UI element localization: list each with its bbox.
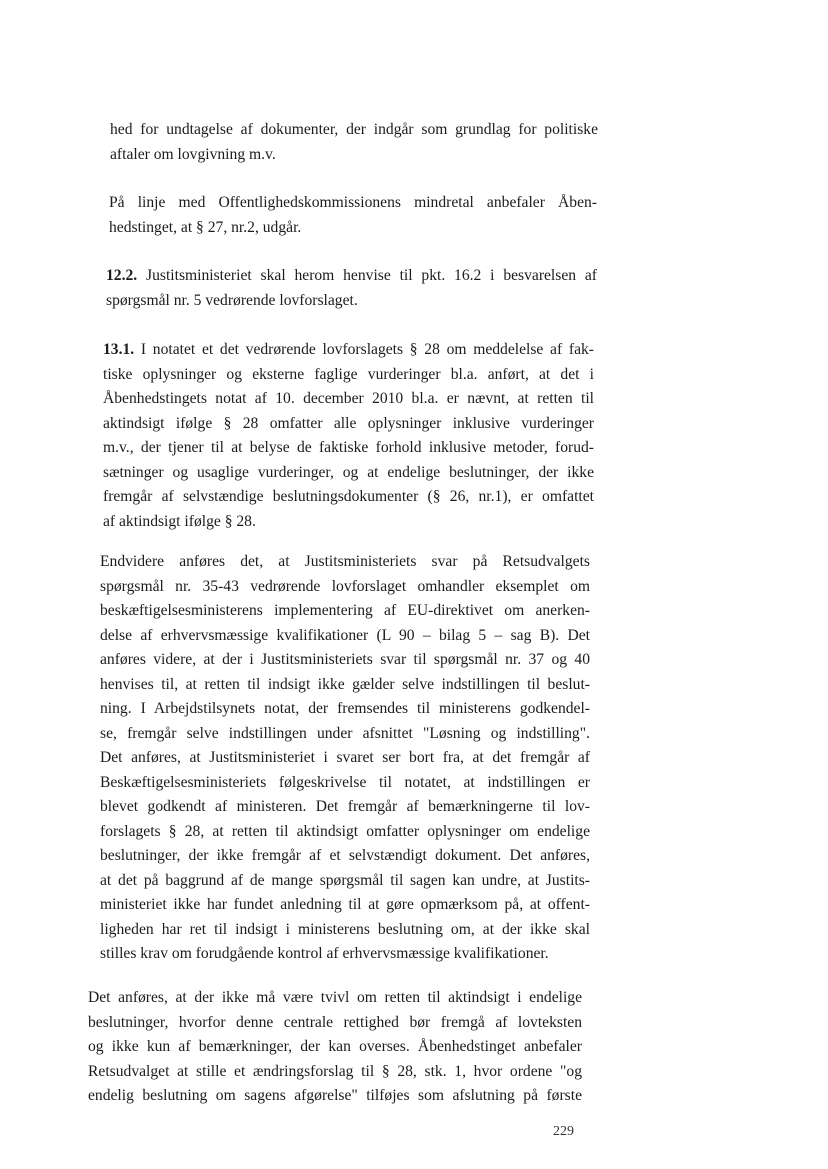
text-line: forslagets § 28, at retten til aktindsigt omfatter oplysninger om endelige (100, 822, 590, 840)
text-line: 12.2. Justitsministeriet skal herom henvise til pkt. 16.2 i besvarelsen af (106, 267, 597, 284)
text-line: ning. I Arbejdstilsynets notat, der fremsendes til ministerens godkendel- (100, 700, 590, 717)
text-line: sætninger og usaglige vurderinger, og at endelige beslutninger, der ikke (103, 463, 594, 481)
section-number: 12.2. (106, 267, 138, 284)
text-line: hedstinget, at § 27, nr.2, udgår. (109, 218, 302, 236)
text-line: ligheden har ret til indsigt i ministerens beslutning om, at der ikke skal (100, 920, 590, 938)
paragraph (88, 986, 582, 1109)
text-line: 13.1. I notatet et det vedrørende lovforslagets § 28 om meddelelse af fak- (103, 341, 594, 358)
text-line: På linje med Offentlighedskommissionens mindretal anbefaler Åben- (109, 194, 597, 211)
text-line: anføres videre, at der i Justitsministeriets svar til spørgsmål nr. 37 og 40 (100, 651, 590, 668)
text-line: Det anføres, at der ikke må være tvivl om retten til aktindsigt i endelige (88, 989, 582, 1006)
text-line: Beskæftigelsesministeriets følgeskrivelse til notatet, at indstillingen er (100, 773, 590, 791)
text-line: Det anføres, at Justitsministeriet i svaret ser bort fra, at det fremgår af (100, 749, 590, 766)
text-line: ministeriet ikke har fundet anledning til at gøre opmærksom på, at offent- (100, 896, 590, 913)
text-line: af aktindsigt ifølge § 28. (103, 512, 256, 530)
text-line: m.v., der tjener til at belyse de faktiske forhold inklusive metoder, forud- (103, 439, 594, 456)
text-line: se, fremgår selve indstillingen under afsnittet "Løsning og indstilling". (100, 724, 590, 742)
text-line: Åbenhedstingets notat af 10. december 2010 bl.a. er nævnt, at retten til (103, 390, 594, 407)
text-line: aktindsigt ifølge § 28 omfatter alle oplysninger inklusive vurderinger (103, 414, 594, 432)
page-number: 229 (553, 1124, 574, 1139)
paragraph (106, 264, 597, 313)
text-line: tiske oplysninger og eksterne faglige vurderinger bl.a. anført, at det i (103, 365, 594, 383)
paragraph (109, 191, 597, 240)
text-line: spørgsmål nr. 5 vedrørende lovforslaget. (106, 291, 358, 309)
text-line: Endvidere anføres det, at Justitsministeriets svar på Retsudvalgets (100, 553, 590, 570)
text-line: endelig beslutning om sagens afgørelse" tilføjes som afslutning på første (88, 1087, 582, 1104)
text-line: fremgår af selvstændige beslutningsdokumenter (§ 26, nr.1), er omfattet (103, 488, 594, 505)
text-line: beskæftigelsesministerens implementering af EU-direktivet om anerken- (100, 602, 590, 619)
text-line: stilles krav om forudgående kontrol af erhvervsmæssige kvalifikationer. (100, 945, 549, 962)
text-line: spørgsmål nr. 35-43 vedrørende lovforslaget omhandler eksemplet om (100, 577, 590, 595)
paragraph (103, 338, 594, 534)
text-line: og ikke kun af bemærkninger, der kan overses. Åbenhedstinget anbefaler (88, 1038, 582, 1055)
text-line: beslutninger, der ikke fremgår af et selvstændigt dokument. Det anføres, (100, 847, 590, 864)
text-line: aftaler om lovgivning m.v. (110, 145, 276, 163)
paragraph (100, 550, 590, 967)
section-number: 13.1. (103, 341, 135, 358)
text-line: blevet godkendt af ministeren. Det fremgår af bemærkningerne til lov- (100, 798, 590, 815)
text-line: Retsudvalget at stille et ændringsforslag til § 28, stk. 1, hvor ordene "og (88, 1062, 582, 1080)
text-line: beslutninger, hvorfor denne centrale rettighed bør fremgå af lovteksten (88, 1013, 582, 1031)
text-line: delse af erhvervsmæssige kvalifikationer (L 90 – bilag 5 – sag B). Det (100, 626, 590, 644)
text-line: henvises til, at retten til indsigt ikke gælder selve indstillingen til beslut- (100, 675, 590, 693)
text-line: at det på baggrund af de mange spørgsmål til sagen kan undre, at Justits- (100, 871, 590, 889)
text-line: hed for undtagelse af dokumenter, der indgår som grundlag for politiske (110, 121, 598, 138)
paragraph (110, 118, 598, 167)
